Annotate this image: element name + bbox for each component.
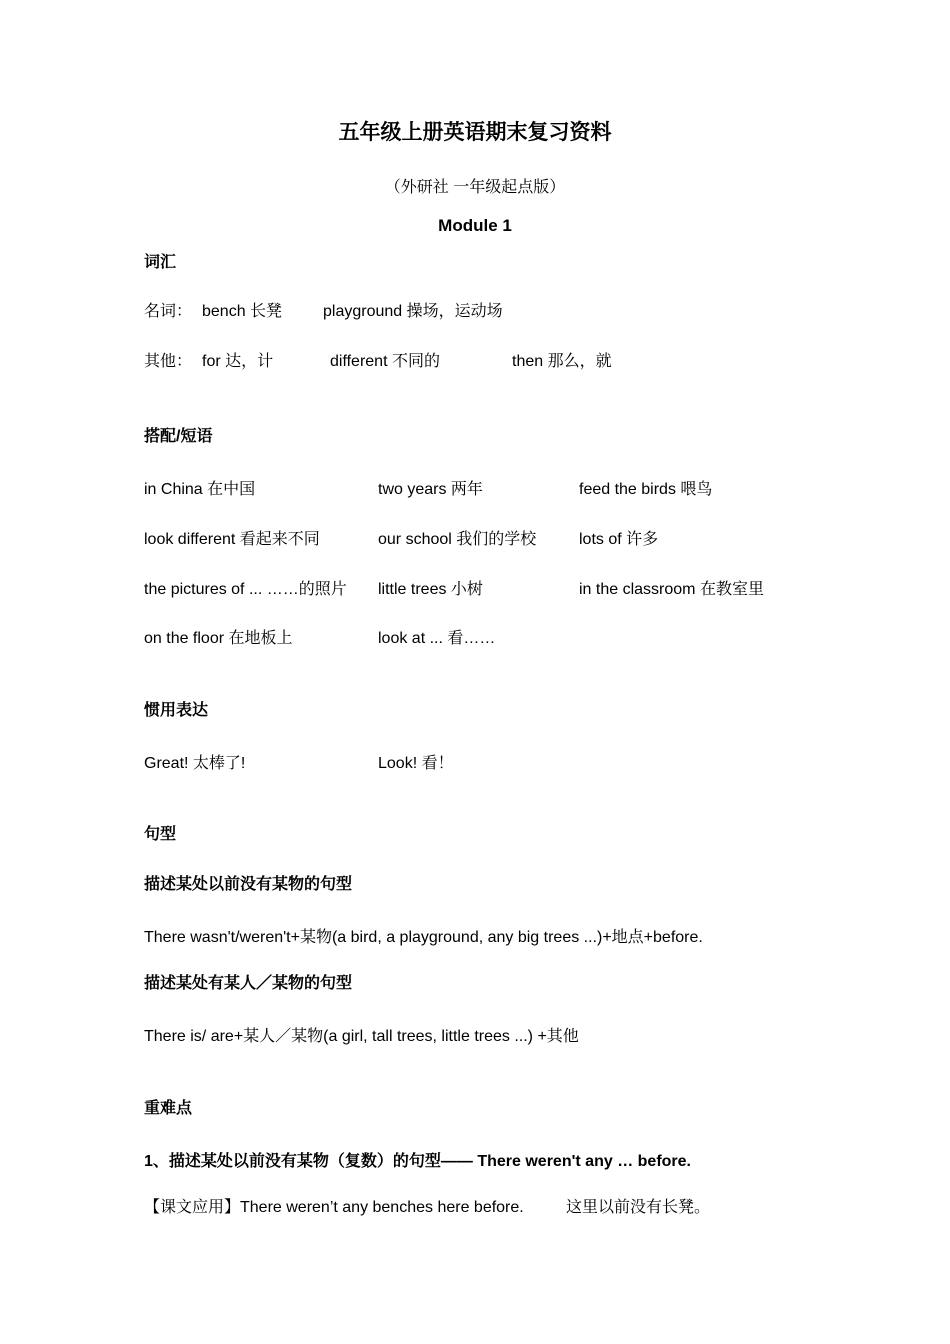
expression-item: Great! 太棒了! bbox=[144, 755, 246, 772]
pattern-title: 描述某处有某人／某物的句型 bbox=[144, 975, 353, 992]
phrases-heading: 搭配/短语 bbox=[144, 428, 213, 445]
other-item: then 那么，就 bbox=[512, 353, 612, 370]
page-subtitle: （外研社 一年级起点版） bbox=[384, 179, 566, 196]
phrase-cell: on the floor 在地板上 bbox=[144, 630, 293, 647]
key-point-example: 【课文应用】There weren’t any benches here before. bbox=[144, 1199, 524, 1216]
vocab-heading: 词汇 bbox=[144, 254, 177, 271]
phrase-cell: look different 看起来不同 bbox=[144, 531, 320, 548]
key-point-translation: 这里以前没有长凳。 bbox=[566, 1199, 711, 1216]
pattern-text: There is/ are+某人／某物(a girl, tall trees, little trees ...) +其他 bbox=[144, 1028, 579, 1045]
expressions-heading: 惯用表达 bbox=[144, 702, 209, 719]
others-label: 其他： bbox=[144, 353, 193, 370]
phrase-cell: two years 两年 bbox=[378, 481, 483, 498]
noun-item: playground 操场，运动场 bbox=[323, 303, 503, 320]
module-heading: Module 1 bbox=[438, 216, 512, 235]
phrase-cell: little trees 小树 bbox=[378, 581, 483, 598]
phrase-cell: feed the birds 喂鸟 bbox=[579, 481, 713, 498]
page-title: 五年级上册英语期末复习资料 bbox=[338, 121, 612, 144]
noun-item: bench 长凳 bbox=[202, 303, 283, 320]
nouns-label: 名词： bbox=[144, 303, 193, 320]
pattern-text: There wasn't/weren't+某物(a bird, a playground, any big trees ...)+地点+before. bbox=[144, 929, 703, 946]
expression-item: Look! 看！ bbox=[378, 755, 454, 772]
phrase-cell: our school 我们的学校 bbox=[378, 531, 537, 548]
sentences-heading: 句型 bbox=[144, 826, 177, 843]
key-point-title: 1、描述某处以前没有某物（复数）的句型—— There weren't any … before. bbox=[144, 1153, 691, 1170]
phrase-cell: in the classroom 在教室里 bbox=[579, 581, 764, 598]
phrase-cell: in China 在中国 bbox=[144, 481, 256, 498]
other-item: for 达，计 bbox=[202, 353, 274, 370]
phrase-cell: look at ... 看…… bbox=[378, 630, 496, 647]
phrase-cell: the pictures of ... ……的照片 bbox=[144, 581, 347, 598]
pattern-title: 描述某处以前没有某物的句型 bbox=[144, 876, 353, 893]
key-points-heading: 重难点 bbox=[144, 1100, 193, 1117]
phrase-cell: lots of 许多 bbox=[579, 531, 659, 548]
other-item: different 不同的 bbox=[330, 353, 440, 370]
